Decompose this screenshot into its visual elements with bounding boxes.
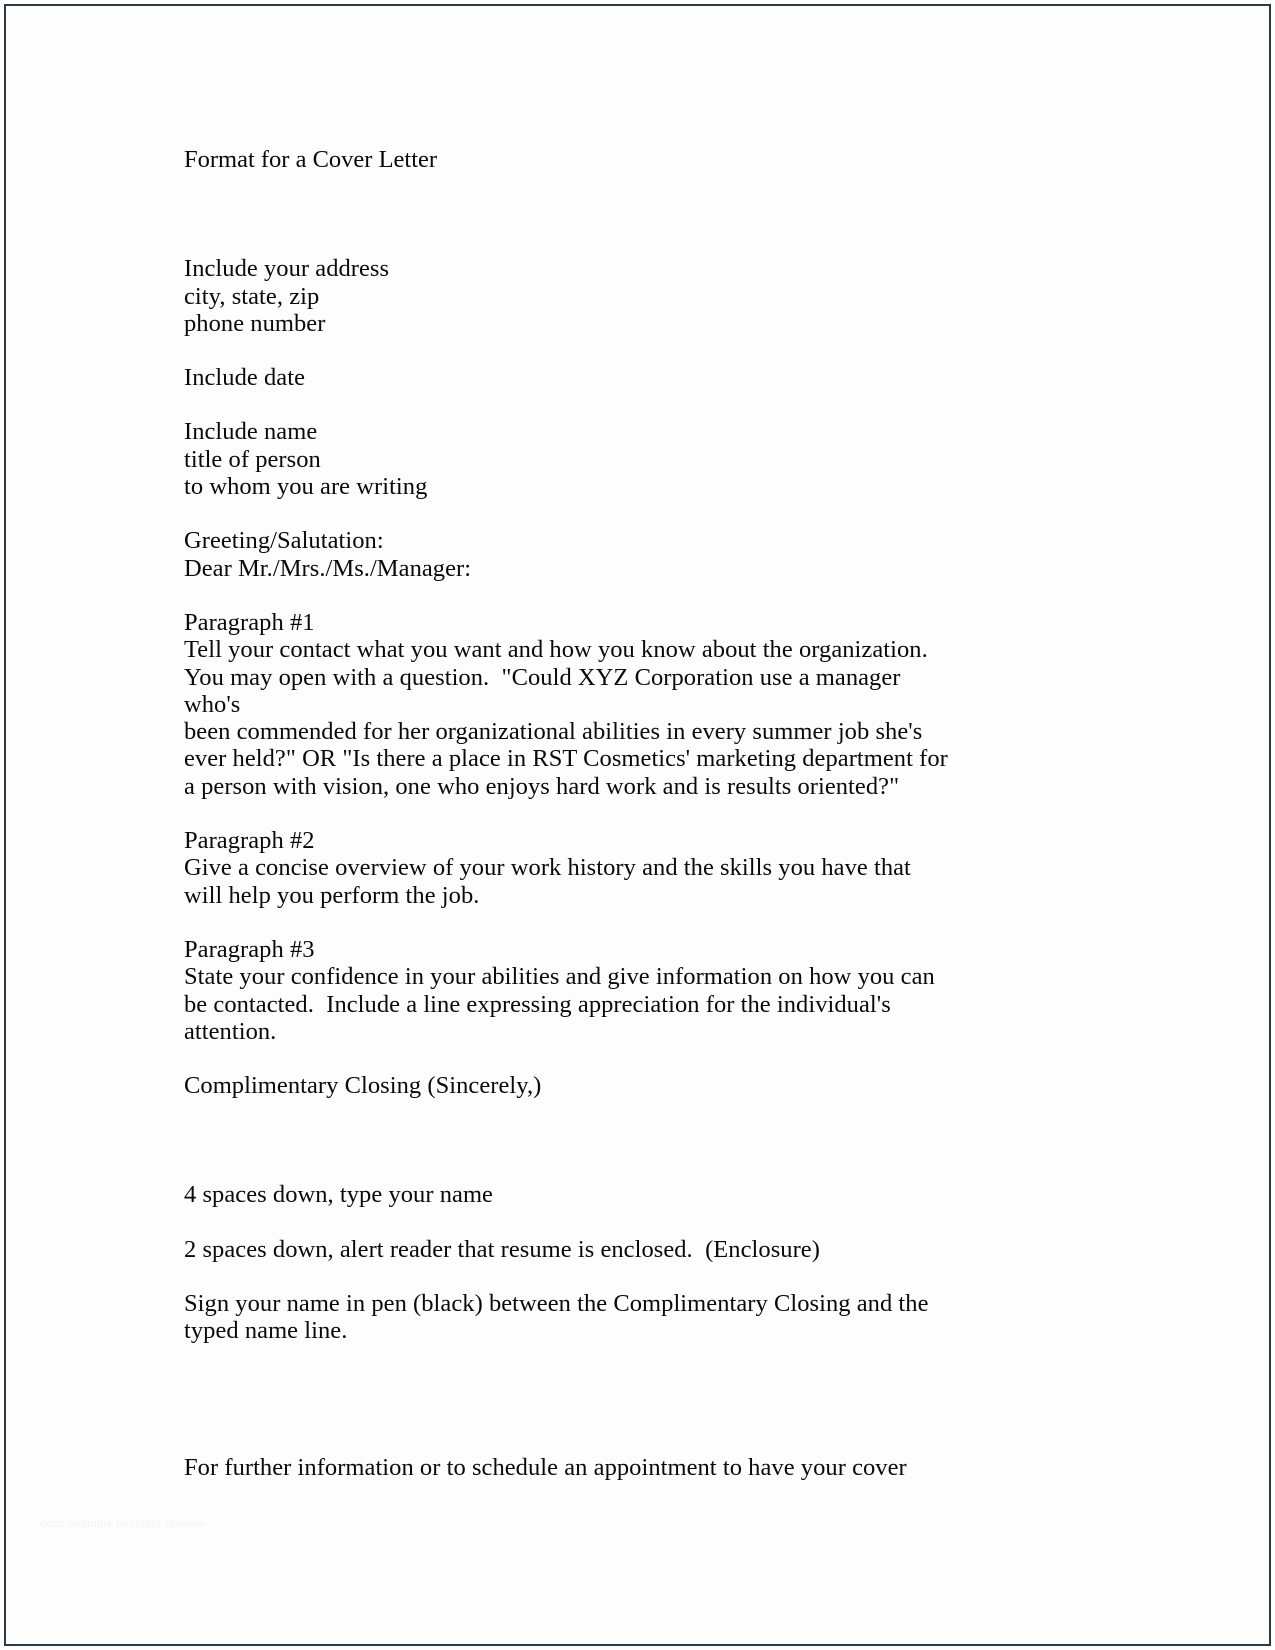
spacer-paragraph1-paragraph2 bbox=[184, 800, 954, 827]
recipient-line-2: title of person bbox=[184, 445, 321, 473]
signing-instruction-line-1: Sign your name in pen (black) between the Complimentary Closing and the bbox=[184, 1290, 929, 1318]
paragraph-3-line-2: be contacted. Include a line expressing appreciation for the individual's bbox=[184, 990, 891, 1018]
address-line-3: phone number bbox=[184, 309, 326, 337]
signature-name-line-1: 4 spaces down, type your name bbox=[184, 1181, 493, 1209]
paragraph-1-line-4: ever held?" OR "Is there a place in RST Cosmetics' marketing department for bbox=[184, 745, 948, 773]
paragraph-1-block bbox=[184, 609, 954, 800]
spacer-greeting-paragraph1 bbox=[184, 582, 954, 609]
enclosure-line-1: 2 spaces down, alert reader that resume is enclosed. (Enclosure) bbox=[184, 1235, 820, 1263]
greeting-line-1: Greeting/Salutation: bbox=[184, 527, 384, 555]
spacer-date-recipient bbox=[184, 391, 954, 418]
date-block bbox=[184, 364, 954, 391]
spacer-closing-signature bbox=[184, 1099, 954, 1181]
footer-note-line-1: For further information or to schedule an appointment to have your cover bbox=[184, 1453, 907, 1481]
spacer-signature-enclosure bbox=[184, 1209, 954, 1236]
document-text-body bbox=[184, 146, 954, 1481]
footer-note-block bbox=[184, 1454, 954, 1481]
closing-line-1: Complimentary Closing (Sincerely,) bbox=[184, 1072, 542, 1100]
date-line-1: Include date bbox=[184, 364, 305, 392]
paragraph-1-heading: Paragraph #1 bbox=[184, 608, 315, 636]
signature-name-block bbox=[184, 1181, 954, 1208]
paragraph-3-heading: Paragraph #3 bbox=[184, 935, 315, 963]
spacer-paragraph2-paragraph3 bbox=[184, 909, 954, 936]
paragraph-3-line-1: State your confidence in your abilities and give information on how you can bbox=[184, 963, 935, 991]
paragraph-1-line-1: Tell your contact what you want and how you know about the organization. bbox=[184, 636, 928, 664]
spacer-address-date bbox=[184, 337, 954, 364]
paragraph-1-line-3: been commended for her organizational abilities in every summer job she's bbox=[184, 718, 923, 746]
enclosure-block bbox=[184, 1236, 954, 1263]
spacer-enclosure-signing bbox=[184, 1263, 954, 1290]
paragraph-1-line-5: a person with vision, one who enjoys hard work and is results oriented?" bbox=[184, 772, 900, 800]
paper-sheet bbox=[6, 6, 1269, 1644]
recipient-line-1: Include name bbox=[184, 418, 318, 446]
sender-address-block bbox=[184, 255, 954, 337]
recipient-line-3: to whom you are writing bbox=[184, 473, 428, 501]
spacer-recipient-greeting bbox=[184, 500, 954, 527]
signing-instruction-block bbox=[184, 1290, 954, 1345]
paragraph-2-heading: Paragraph #2 bbox=[184, 827, 315, 855]
address-line-1: Include your address bbox=[184, 255, 390, 283]
signing-instruction-line-2: typed name line. bbox=[184, 1317, 348, 1345]
spacer-after-title bbox=[184, 173, 954, 255]
paragraph-3-block bbox=[184, 936, 954, 1045]
page-watermark: docs.example template preview bbox=[40, 1518, 206, 1530]
page-title: Format for a Cover Letter bbox=[184, 146, 438, 173]
spacer-paragraph3-closing bbox=[184, 1045, 954, 1072]
spacer-signing-footer bbox=[184, 1345, 954, 1454]
paragraph-2-line-2: will help you perform the job. bbox=[184, 881, 480, 909]
address-line-2: city, state, zip bbox=[184, 282, 320, 310]
greeting-line-2: Dear Mr./Mrs./Ms./Manager: bbox=[184, 554, 472, 582]
recipient-block bbox=[184, 418, 954, 500]
paragraph-2-line-1: Give a concise overview of your work history and the skills you have that bbox=[184, 854, 911, 882]
paragraph-2-block bbox=[184, 827, 954, 909]
paragraph-1-line-2: You may open with a question. "Could XYZ Corporation use a manager who's bbox=[184, 663, 907, 718]
greeting-block bbox=[184, 527, 954, 582]
complimentary-closing-block bbox=[184, 1072, 954, 1099]
paragraph-3-line-3: attention. bbox=[184, 1017, 277, 1045]
